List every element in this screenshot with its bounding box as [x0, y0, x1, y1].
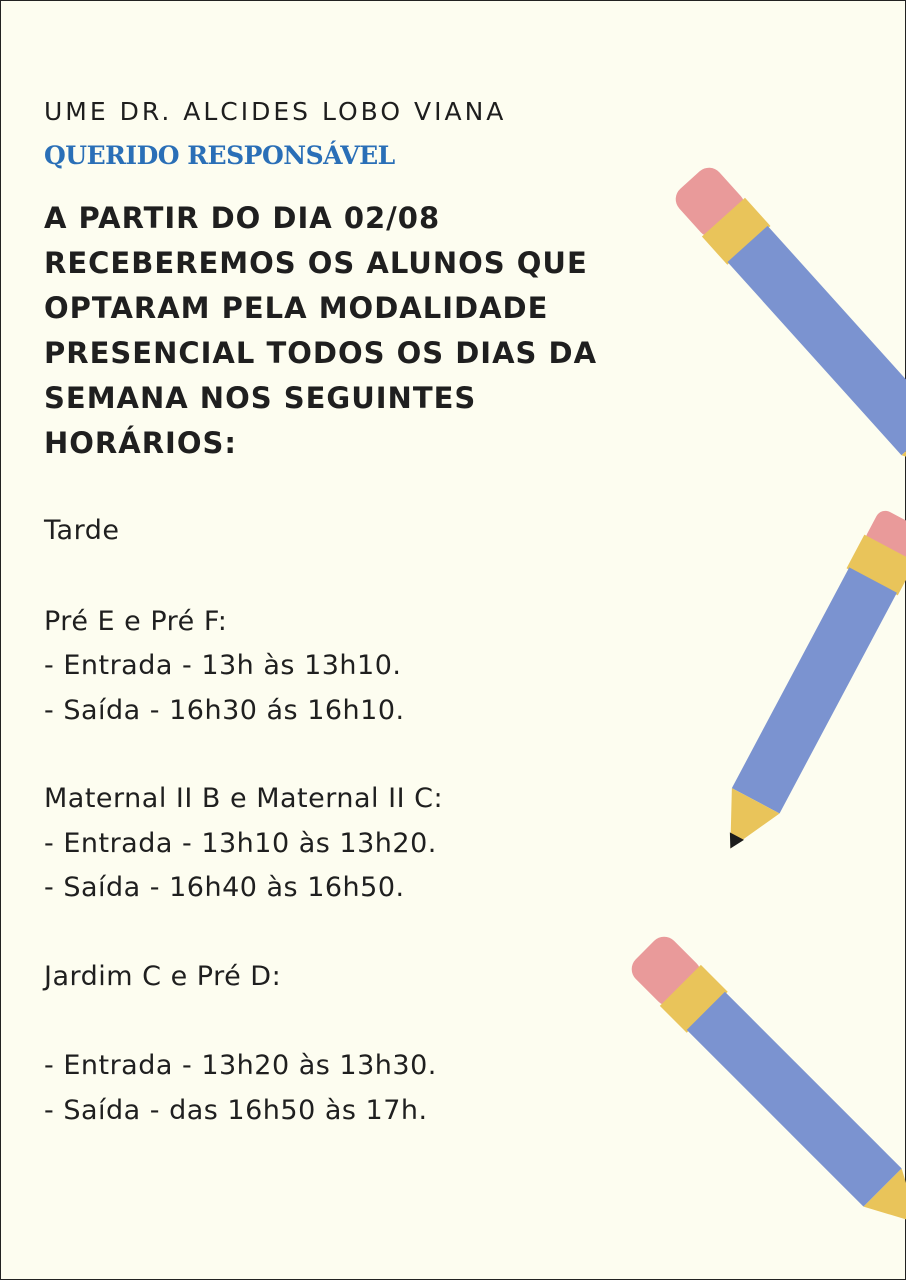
- greeting-heading: QUERIDO RESPONSÁVEL: [44, 141, 395, 170]
- entrada-time: - Entrada - 13h10 às 13h20.: [44, 828, 437, 859]
- intro-line: SEMANA NOS SEGUINTES: [44, 381, 477, 415]
- intro-line: OPTARAM PELA MODALIDADE: [44, 291, 549, 325]
- group-title: Jardim C e Pré D:: [44, 961, 282, 992]
- intro-line: HORÁRIOS:: [44, 426, 237, 460]
- intro-line: PRESENCIAL TODOS OS DIAS DA: [44, 336, 598, 370]
- intro-line: RECEBEREMOS OS ALUNOS QUE: [44, 246, 588, 280]
- group-title: Pré E e Pré F:: [44, 606, 228, 637]
- group-title: Maternal II B e Maternal II C:: [44, 783, 444, 814]
- intro-text: [44, 196, 644, 466]
- saida-time: - Saída - 16h30 ás 16h10.: [44, 695, 405, 726]
- period-label: Tarde: [44, 515, 120, 546]
- entrada-time: - Entrada - 13h às 13h10.: [44, 650, 402, 681]
- entrada-time: - Entrada - 13h20 às 13h30.: [44, 1050, 437, 1081]
- saida-time: - Saída - das 16h50 às 17h.: [44, 1095, 428, 1126]
- school-name: UME DR. ALCIDES LOBO VIANA: [44, 97, 507, 126]
- saida-time: - Saída - 16h40 às 16h50.: [44, 872, 405, 903]
- intro-line: A PARTIR DO DIA 02/08: [44, 201, 441, 235]
